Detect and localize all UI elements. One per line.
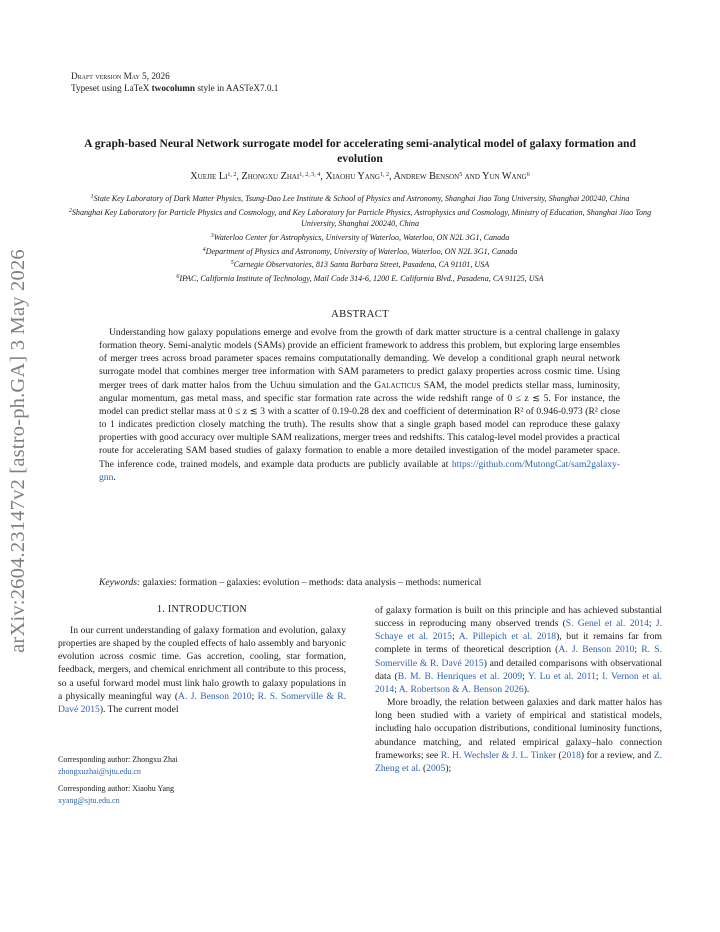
intro-text: In our current understanding of galaxy formation and evolution, galaxy properties are shaped by the coupled effects of halo assembly and baryonic evolution across cosmic time. Gas accretion, cooling, star formation, feedback, mergers, and chemical enrichment all contribute to this process, so a useful forward model must link halo growth to galaxy populations in a physically meaningful way ( xyxy=(58,625,346,702)
correspondence-2 xyxy=(58,783,346,807)
correspondence-label: Corresponding author: Xiaohu Yang xyxy=(58,784,174,793)
cite-sep: ; xyxy=(648,618,656,630)
abstract-text: Understanding how galaxy populations emerge and evolve from the growth of dark matter structure is a central challenge in galaxy formation theory. Semi-analytic models (SAMs) provide an efficient framework to address this problem, but exploring large ensembles of merger trees across broad parameter spaces remains computationally demanding. We develop a conditional graph neural network surrogate model that combines merger tree information with SAM parameters to predict galaxy properties across cosmic time. Using merger trees of dark matter halos from the Uchuu simulation and the xyxy=(99,327,620,391)
author-name: Xiaohu Yang xyxy=(325,171,380,182)
citation-link[interactable]: B. M. B. Henriques et al. 2009 xyxy=(397,670,523,682)
latex-logo: LaTeX xyxy=(123,82,150,93)
author-affil-sup: 1, 2 xyxy=(227,172,237,178)
cite-sep: ; xyxy=(394,683,399,695)
intro-text: ( xyxy=(556,749,562,761)
intro-right-column xyxy=(375,604,662,775)
abstract-heading: ABSTRACT xyxy=(331,309,389,320)
abstract-text: SAM, the model predicts stellar mass, luminosity, angular momentum, gas metal mass, and specific star formation rate across the wide redshift range of 0 ≤ z ≲ 5. For instance, the model can predict stellar mass at 0 ≤ z ≲ 3 with a scatter of 0.19-0.28 dex and coefficient of determination R² of 0.946-0.973 (R² close to 1 indicates prediction closely matching the truth). The results show that a single graph based model can reproduce these galaxy properties with good accuracy over multiple SAM realizations, merger trees and redshifts. This catalog-level model provides a practical route for accelerating SAM based studies of galaxy formation to enable a more detailed investigation of the model parameter space. The inference code, trained models, and example data products are publicly available at xyxy=(99,379,621,470)
affiliation-text: Department of Physics and Astronomy, University of Waterloo, Waterloo, ON N2L 3G1, Canada xyxy=(205,246,518,256)
intro-text: ). xyxy=(523,683,530,695)
citation-link[interactable]: A. Robertson & A. Benson 2026 xyxy=(398,683,524,695)
intro-text: ); xyxy=(445,762,452,774)
arxiv-stamp: arXiv:2604.23147v2 [astro-ph.GA] 3 May 2026 xyxy=(6,249,29,653)
intro-text: ), but it remains far from complete in terms of theoretical description ( xyxy=(375,631,662,656)
author-affil-sup: 1, 2 xyxy=(379,172,389,178)
affiliation xyxy=(58,207,662,230)
intro-text: More broadly, the relation between galaxies and dark matter halos has long been studied with a variety of empirical and statistical models, including halo occupation distributions, conditional luminosity functions, abundance matching, and related empirical galaxy–halo connection frameworks; see xyxy=(375,697,662,761)
author-name: Zhongxu Zhai xyxy=(241,171,300,182)
cite-sep: ; xyxy=(251,690,258,702)
keywords-label: Keywords: xyxy=(99,577,141,588)
intro-paragraph xyxy=(375,696,662,775)
author-sep: , xyxy=(320,171,326,182)
author-name: Yun Wang xyxy=(482,171,527,182)
intro-left-column xyxy=(58,624,346,716)
correspondence-1 xyxy=(58,754,346,778)
affiliation-number: 6 xyxy=(176,273,180,280)
document-header xyxy=(71,71,278,94)
citation-link[interactable]: R. S. Somerville & R. Davé 2015 xyxy=(375,644,662,669)
citation-link[interactable]: Y. Lu et al. 2011 xyxy=(527,670,596,682)
affiliation-text: Waterloo Center for Astrophysics, University of Waterloo, Waterloo, ON N2L 3G1, Canada xyxy=(213,232,510,242)
author-list xyxy=(70,171,650,182)
intro-text: ) for a review, and xyxy=(580,749,654,761)
keywords xyxy=(99,577,639,588)
author-name: Xuejie Li xyxy=(190,171,228,182)
cite-sep: ; xyxy=(634,644,642,656)
typeset-suffix: style in AASTeX7.0.1 xyxy=(195,82,279,93)
citation-link[interactable]: R. H. Wechsler & J. L. Tinker xyxy=(440,749,557,761)
affiliations xyxy=(58,193,662,287)
abstract-body xyxy=(99,326,620,484)
affiliation-text: IPAC, California Institute of Technology, Mail Code 314-6, 1200 E. California Blvd., Pasadena, CA 91125, USA xyxy=(179,273,544,283)
affiliation-text: State Key Laboratory of Dark Matter Physics, Tsung-Dao Lee Institute & School of Physics and Astronomy, Shanghai Jiao Tong University, Shanghai 200240, China xyxy=(93,194,630,203)
affiliation-number: 5 xyxy=(230,260,234,267)
affiliation xyxy=(58,273,662,285)
affiliation-number: 1 xyxy=(90,194,94,200)
draft-version: Draft version May 5, 2026 xyxy=(71,71,170,81)
intro-paragraph xyxy=(375,604,662,696)
affiliation-number: 2 xyxy=(68,207,72,214)
cite-sep: ; xyxy=(451,631,459,643)
affiliation xyxy=(58,259,662,271)
affiliation-number: 3 xyxy=(210,232,214,239)
affiliation xyxy=(58,232,662,244)
intro-text: ) and detailed comparisons with observational data ( xyxy=(375,657,662,682)
citation-link[interactable]: A. Pillepich et al. 2018 xyxy=(458,631,557,643)
citation-link[interactable]: 2005 xyxy=(426,762,446,774)
author-sep: , xyxy=(388,171,394,182)
author-name: Andrew Benson xyxy=(393,171,460,182)
galacticus-name: Galacticus xyxy=(374,379,421,391)
correspondence-label: Corresponding author: Zhongxu Zhai xyxy=(58,755,178,764)
citation-link[interactable]: A. J. Benson 2010 xyxy=(558,644,635,656)
paper-title: A graph-based Neural Network surrogate model for accelerating semi-analytical model of galaxy formation and evolution xyxy=(84,137,636,165)
intro-text: ( xyxy=(420,762,427,774)
affiliation-text: Carnegie Observatories, 813 Santa Barbara Street, Pasadena, CA 91101, USA xyxy=(233,260,490,270)
affiliation-number: 4 xyxy=(202,246,206,253)
intro-text: ). The current model xyxy=(99,703,179,715)
author-and: and xyxy=(462,171,483,182)
author-affil-sup: 1, 2, 3, 4 xyxy=(299,172,321,178)
email-link[interactable]: xyang@sjtu.edu.cn xyxy=(58,796,120,805)
cite-sep: ; xyxy=(595,670,603,682)
typeset-line xyxy=(71,83,278,95)
typeset-bold: twocolumn xyxy=(151,82,196,93)
author-sep: , xyxy=(236,171,242,182)
author-affil-sup: 5 xyxy=(459,172,463,178)
author-affil-sup: 6 xyxy=(526,172,530,178)
citation-link[interactable]: A. J. Benson 2010 xyxy=(178,690,252,702)
section-heading-introduction: 1. INTRODUCTION xyxy=(156,604,248,615)
citation-link[interactable]: J. Schaye et al. 2015 xyxy=(375,618,662,643)
typeset-prefix: Typeset using xyxy=(71,82,124,93)
citation-link[interactable]: I. Vernon et al. 2014 xyxy=(375,670,662,695)
affiliation xyxy=(58,193,662,205)
affiliation xyxy=(58,246,662,258)
abstract-end: . xyxy=(113,471,116,483)
citation-link[interactable]: R. S. Somerville & R. Davé 2015 xyxy=(58,690,347,715)
intro-text: of galaxy formation is built on this principle and has achieved substantial success in reproducing many observed trends ( xyxy=(375,605,662,630)
github-link[interactable]: https://github.com/MutongCat/sam2galaxy-gnn xyxy=(99,458,620,483)
citation-link[interactable]: Z. Zheng et al. xyxy=(375,749,663,774)
citation-link[interactable]: 2018 xyxy=(561,749,581,761)
email-link[interactable]: zhongxuzhai@sjtu.edu.cn xyxy=(58,767,141,776)
keywords-text: galaxies: formation – galaxies: evolution – methods: data analysis – methods: numerical xyxy=(140,577,482,588)
citation-link[interactable]: S. Genel et al. 2014 xyxy=(565,618,649,630)
cite-sep: ; xyxy=(522,670,528,682)
affiliation-text: Shanghai Key Laboratory for Particle Physics and Cosmology, and Key Laboratory for Particle Physics, Astrophysics and Cosmology, Ministry of Education, Shanghai Jiao Tong University, Shanghai 200240, China xyxy=(71,207,652,229)
